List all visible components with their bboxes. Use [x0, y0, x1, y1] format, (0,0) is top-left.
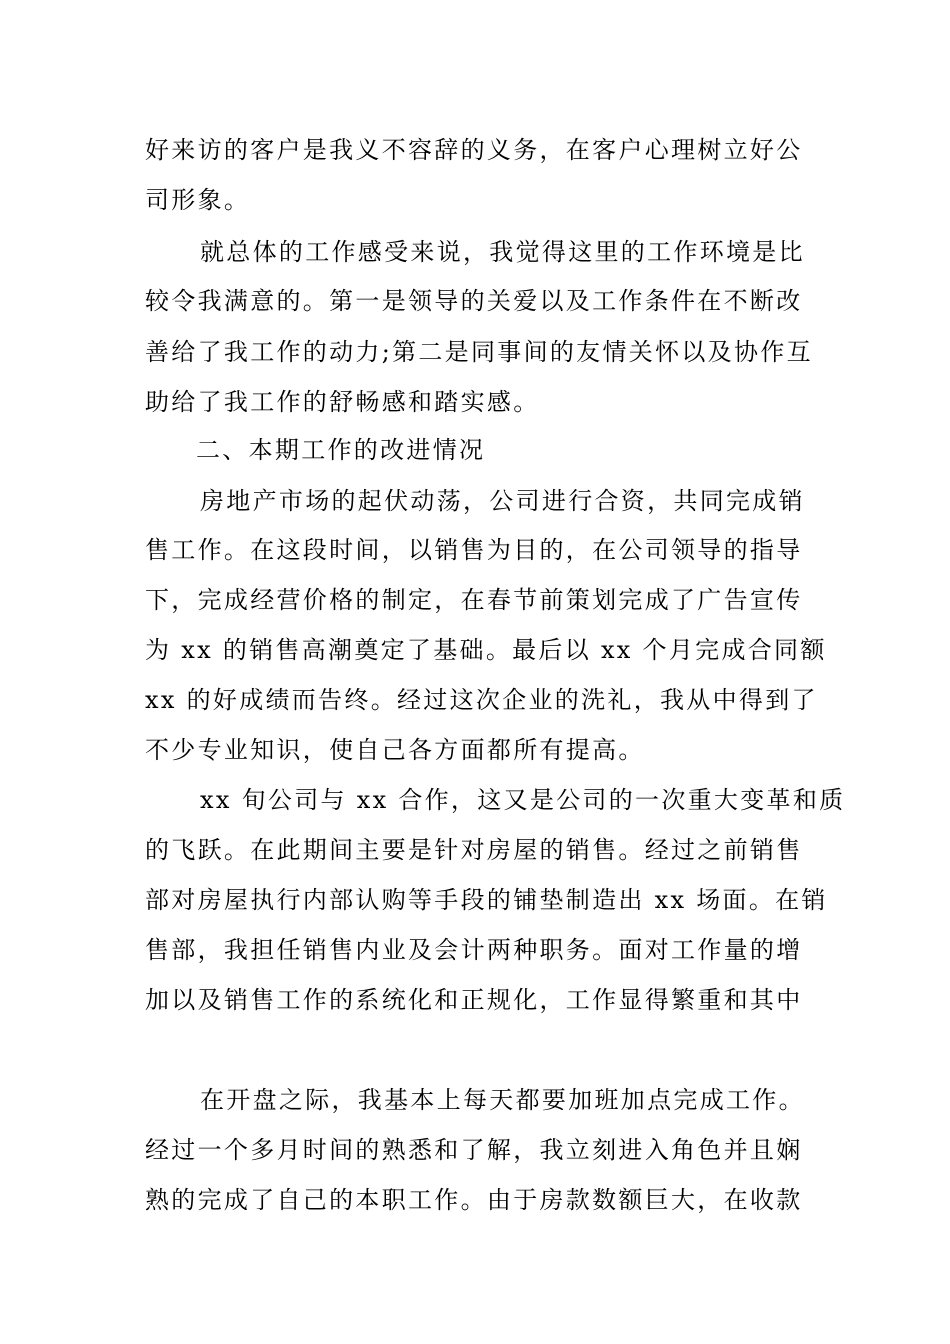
paragraph-line: 在开盘之际，我基本上每天都要加班加点完成工作。 — [200, 1086, 805, 1114]
text-line: 助给了我工作的舒畅感和踏实感。 — [145, 388, 540, 416]
text-line: 善给了我工作的动力;第二是同事间的友情关怀以及协作互 — [145, 338, 813, 366]
text-line: 售工作。在这段时间，以销售为目的，在公司领导的指导 — [145, 536, 803, 564]
text-line: 加以及销售工作的系统化和正规化，工作显得繁重和其中 — [145, 986, 803, 1014]
text-line: 为 xx 的销售高潮奠定了基础。最后以 xx 个月完成合同额 — [145, 636, 827, 664]
section-heading: 二、本期工作的改进情况 — [196, 436, 486, 464]
text-line: 不少专业知识，使自己各方面都所有提高。 — [145, 736, 645, 764]
text-line: xx 的好成绩而告终。经过这次企业的洗礼，我从中得到了 — [145, 686, 818, 714]
paragraph-line: 房地产市场的起伏动荡，公司进行合资，共同完成销 — [200, 487, 805, 515]
text-line: 部对房屋执行内部认购等手段的铺垫制造出 xx 场面。在销 — [145, 886, 828, 914]
text-line: 司形象。 — [145, 186, 251, 214]
text-line: 好来访的客户是我义不容辞的义务，在客户心理树立好公 — [145, 136, 803, 164]
text-line: 下，完成经营价格的制定，在春节前策划完成了广告宣传 — [145, 586, 803, 614]
text-line: 售部，我担任销售内业及会计两种职务。面对工作量的增 — [145, 936, 803, 964]
paragraph-line: 就总体的工作感受来说，我觉得这里的工作环境是比 — [200, 238, 805, 266]
text-line: 经过一个多月时间的熟悉和了解，我立刻进入角色并且娴 — [145, 1136, 803, 1164]
text-line: 熟的完成了自己的本职工作。由于房款数额巨大，在收款 — [145, 1186, 803, 1214]
text-line: 的飞跃。在此期间主要是针对房屋的销售。经过之前销售 — [145, 836, 803, 864]
paragraph-line: xx 旬公司与 xx 合作，这又是公司的一次重大变革和质 — [200, 786, 846, 814]
text-line: 较令我满意的。第一是领导的关爱以及工作条件在不断改 — [145, 287, 803, 315]
